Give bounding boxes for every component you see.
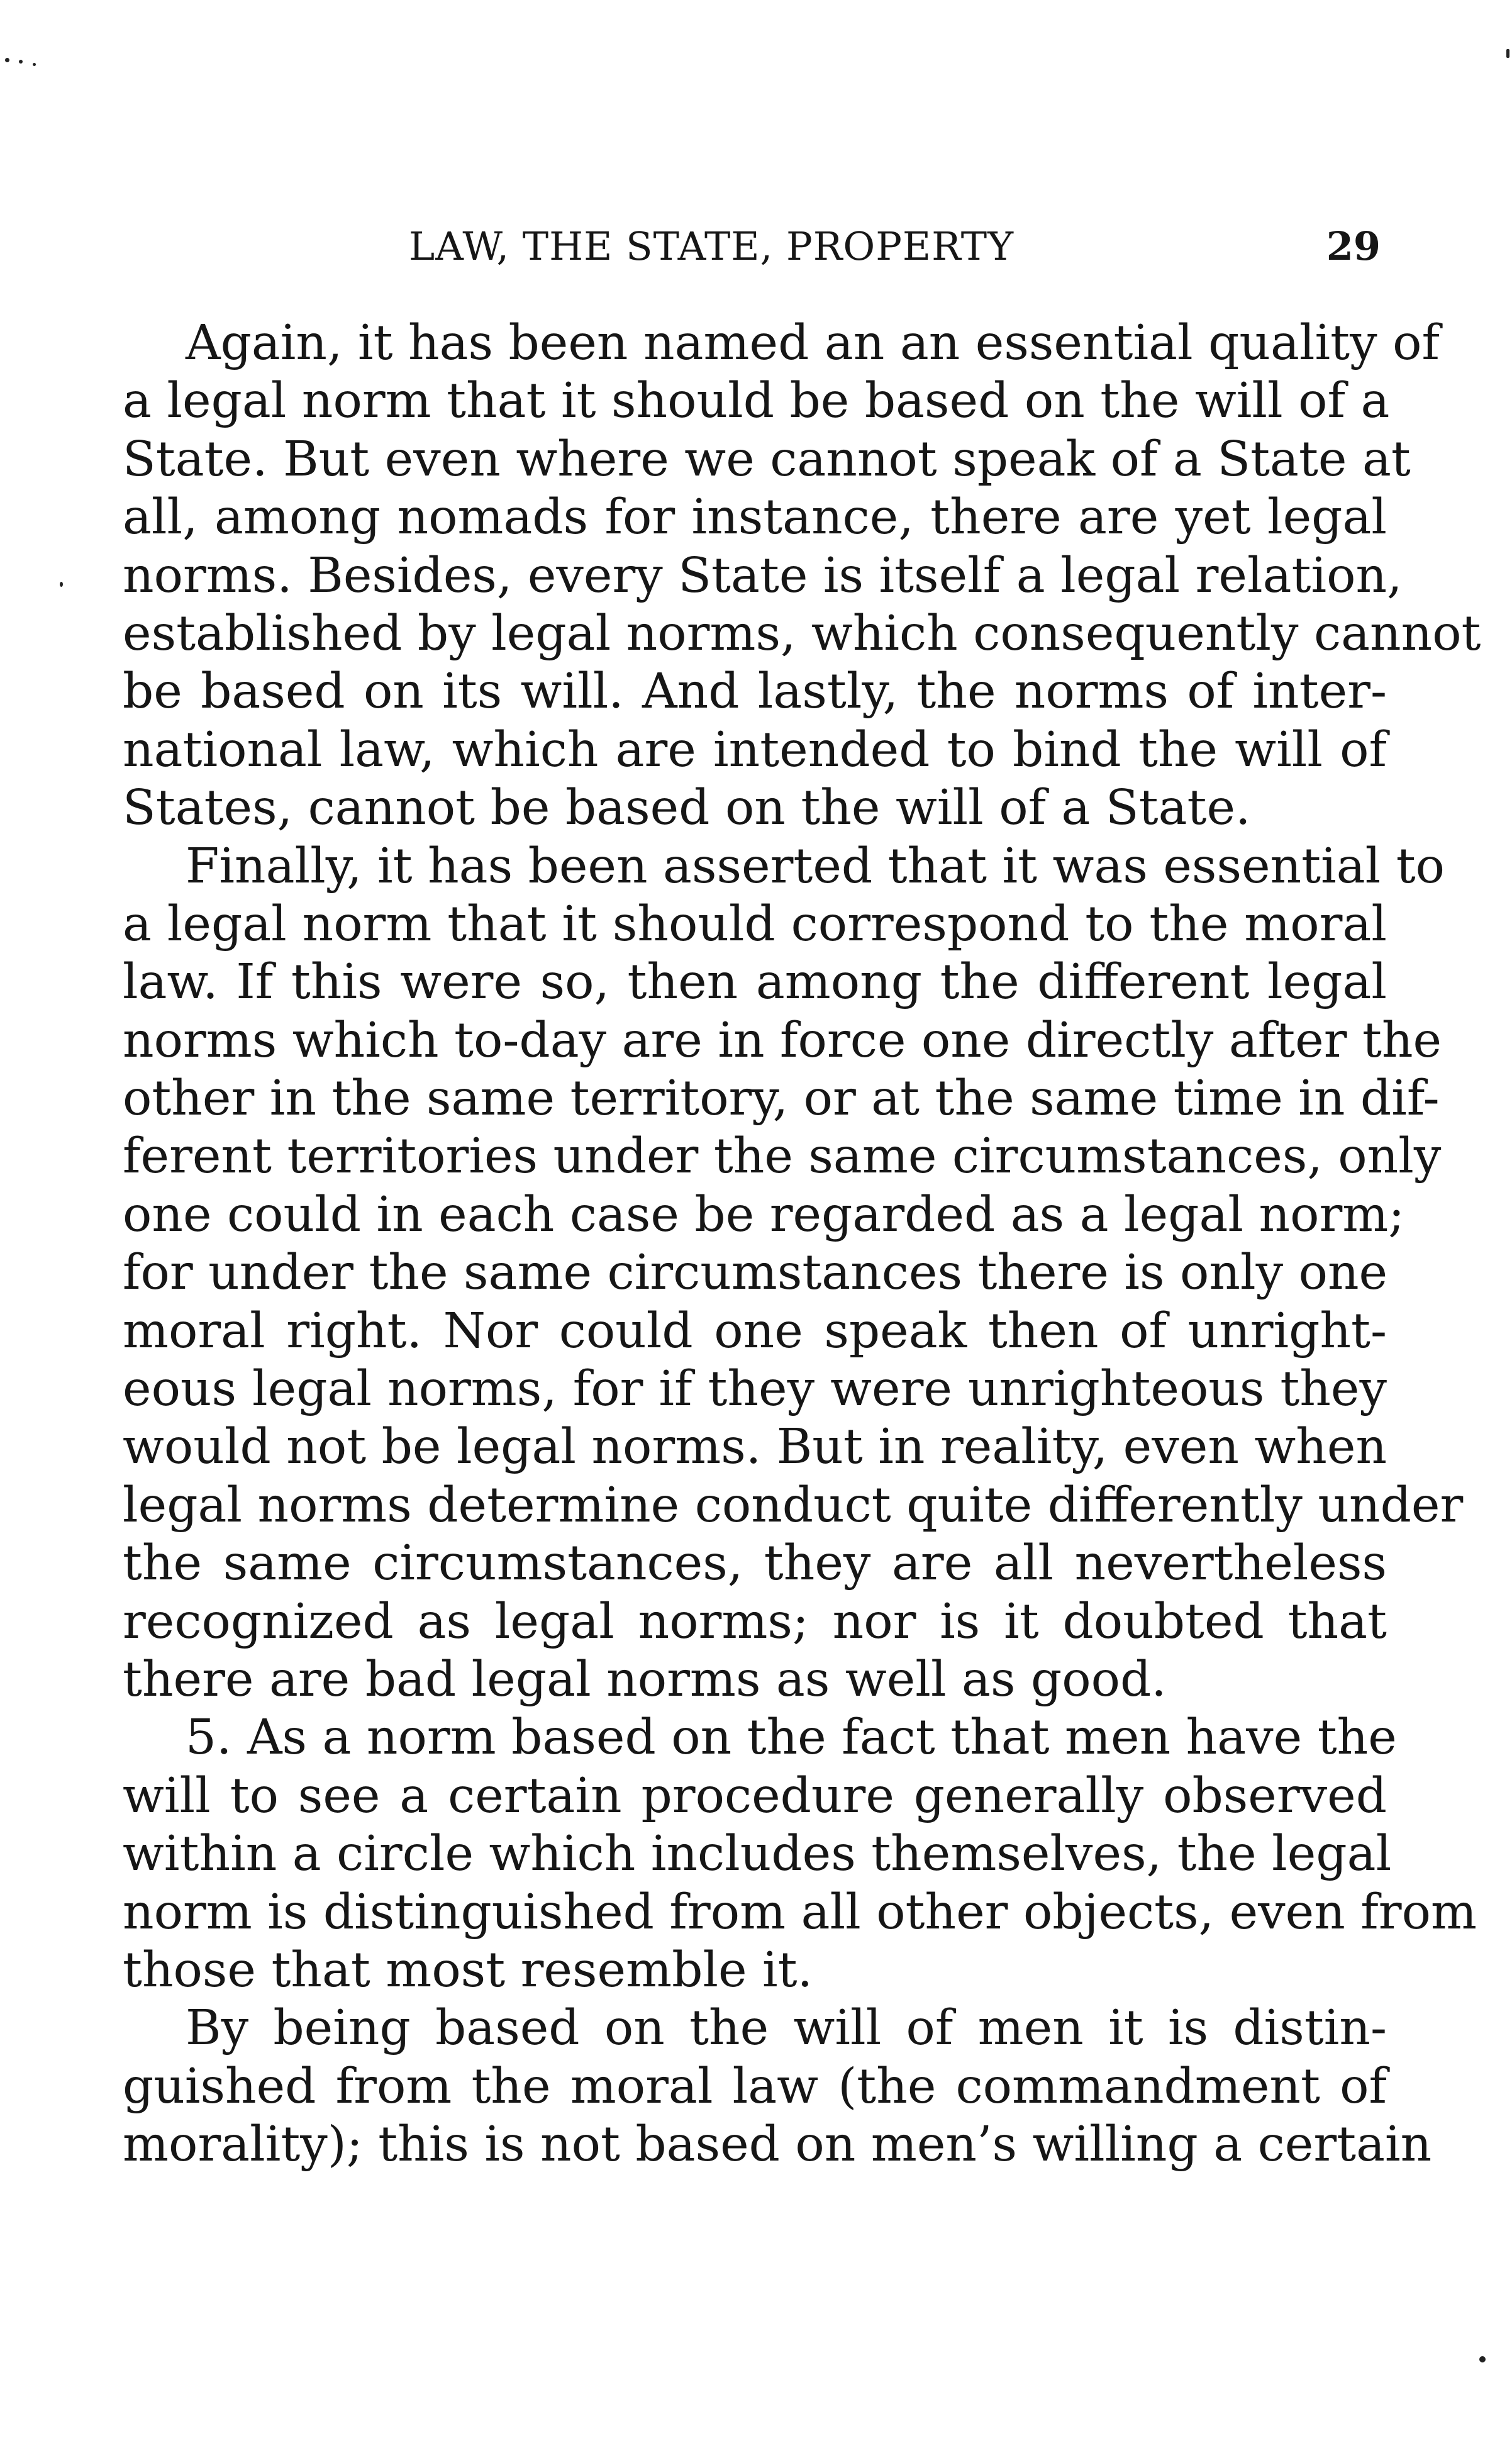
text-line: recognized as legal norms; nor is it doubted that [123, 1593, 1387, 1650]
text-line: norm is distinguished from all other objects, even from [123, 1884, 1477, 1940]
text-line: there are bad legal norms as well as good. [123, 1651, 1167, 1708]
text-line: will to see a certain procedure generally observed [123, 1767, 1387, 1824]
text-line: national law, which are intended to bind the will of [123, 721, 1387, 778]
text-line: within a circle which includes themselves, the legal [123, 1826, 1392, 1883]
page-header [123, 223, 1381, 280]
text-line: those that most resemble it. [123, 1942, 813, 1998]
scan-speck-bottom-right [1479, 2356, 1486, 2362]
text-line: moral right. Nor could one speak then of unright- [123, 1303, 1387, 1359]
text-line: all, among nomads for instance, there are yet legal [123, 489, 1387, 546]
text-line: 5. As a norm based on the fact that men have the [186, 1710, 1397, 1766]
text-line: legal norms determine conduct quite differently under [123, 1477, 1464, 1533]
text-line: norms. Besides, every State is itself a legal relation, [123, 547, 1403, 604]
scan-speck-top-right [1506, 49, 1509, 58]
text-line: other in the same territory, or at the same time in dif- [123, 1071, 1440, 1127]
running-head: LAW, THE STATE, PROPERTY [409, 223, 1014, 269]
text-line: a legal norm that it should be based on the will of a [123, 373, 1390, 430]
text-line: a legal norm that it should correspond to the moral [123, 896, 1387, 952]
body-text [123, 314, 1481, 2174]
text-line: morality); this is not based on men’s willing a certain [123, 2117, 1432, 2173]
text-line: By being based on the will of men it is distin- [186, 2000, 1387, 2057]
scan-speck-top-left [5, 58, 9, 62]
page-number: 29 [1326, 223, 1381, 269]
text-line: Again, it has been named an an essential quality of [186, 315, 1440, 371]
text-line: Finally, it has been asserted that it was essential to [186, 838, 1445, 894]
text-line: for under the same circumstances there is only one [123, 1245, 1388, 1301]
scan-speck-margin-left [60, 582, 63, 587]
scan-speck-top-left-3 [33, 63, 36, 66]
text-line: be based on its will. And lastly, the norms of inter- [123, 664, 1387, 720]
text-line: established by legal norms, which consequently cannot [123, 605, 1481, 662]
text-line: ferent territories under the same circumstances, only [123, 1128, 1442, 1185]
text-line: eous legal norms, for if they were unrighteous they [123, 1361, 1387, 1418]
scan-speck-top-left-2 [19, 60, 23, 64]
text-line: law. If this were so, then among the different legal [123, 954, 1387, 1011]
text-line: norms which to-day are in force one directly after the [123, 1012, 1442, 1069]
text-line: guished from the moral law (the commandment of [123, 2058, 1387, 2115]
text-line: would not be legal norms. But in reality, even when [123, 1419, 1387, 1476]
text-line: State. But even where we cannot speak of a State at [123, 431, 1411, 487]
text-line: States, cannot be based on the will of a State. [123, 780, 1251, 837]
text-line: the same circumstances, they are all nevertheless [123, 1535, 1387, 1592]
text-line: one could in each case be regarded as a legal norm; [123, 1186, 1405, 1243]
